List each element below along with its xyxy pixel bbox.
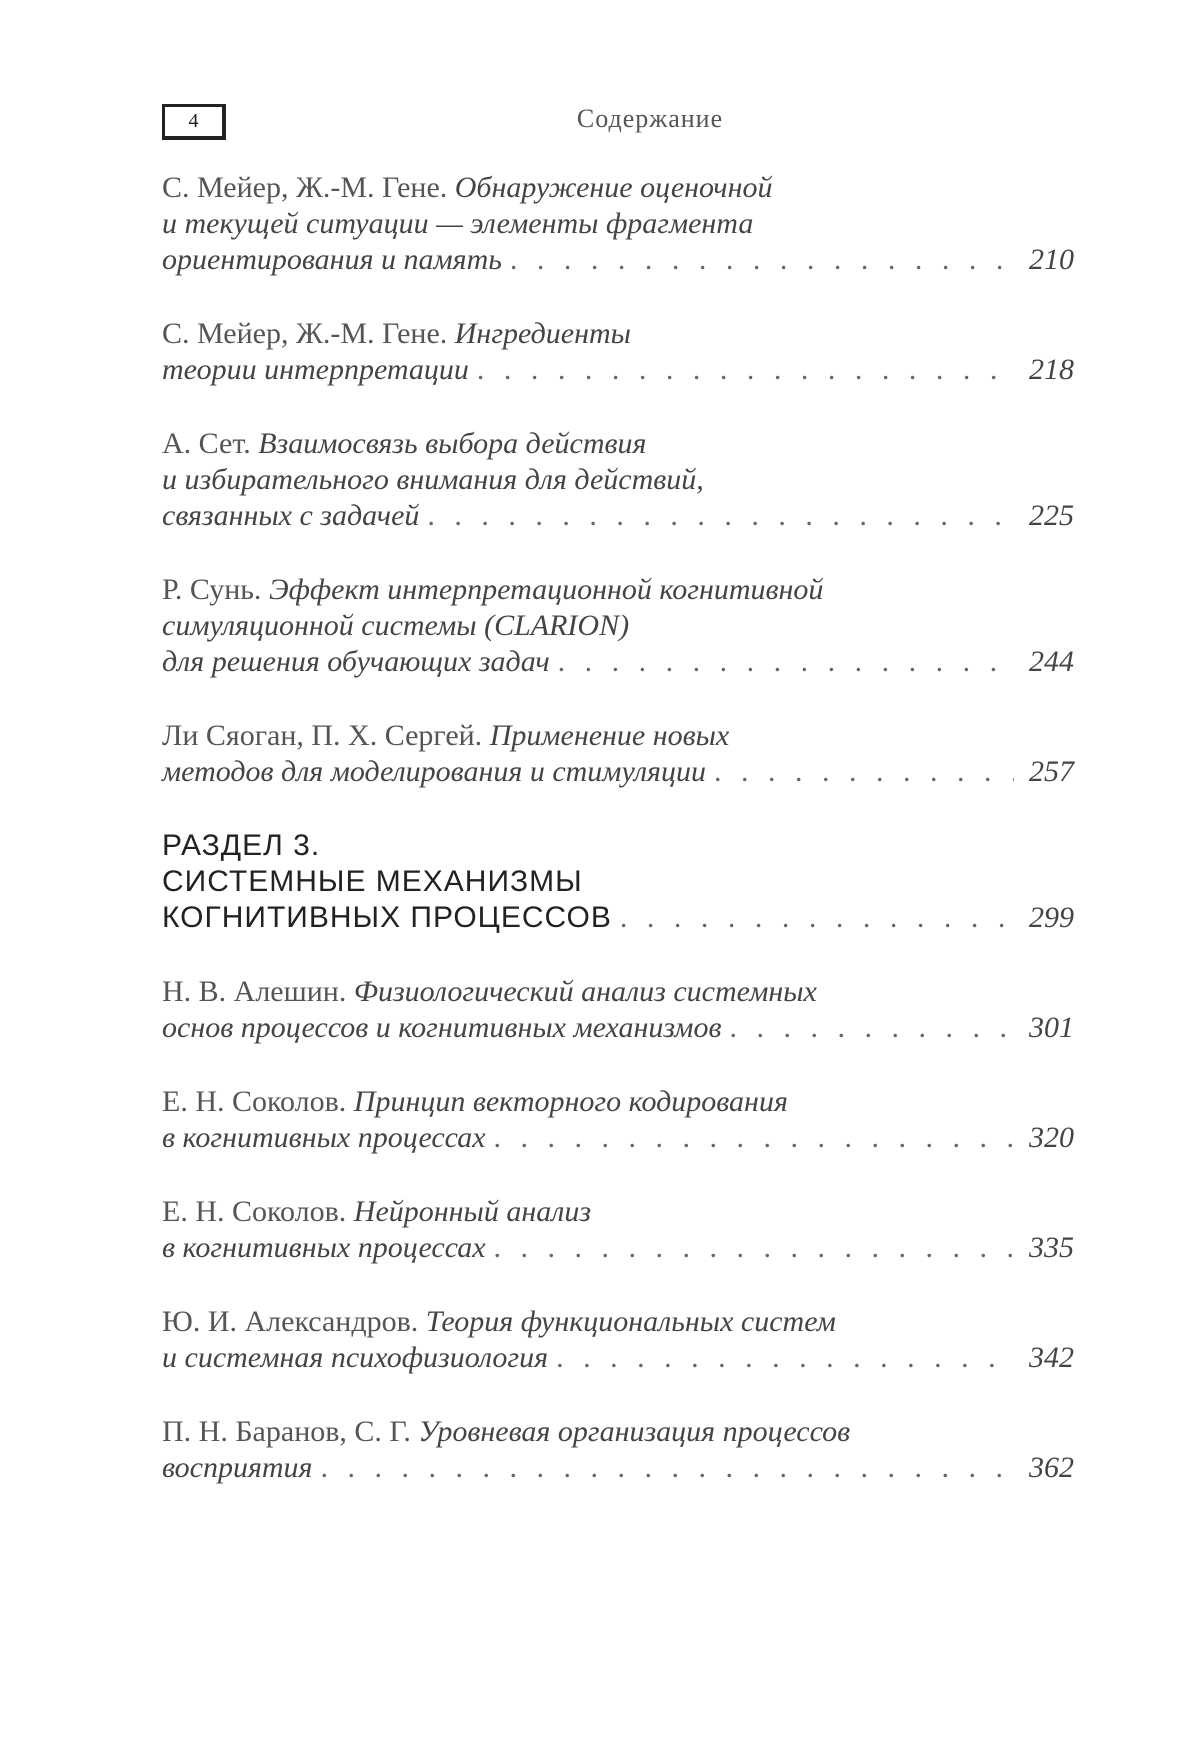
toc-line <box>162 572 1074 608</box>
toc-authors: Р. Сунь. <box>162 573 262 606</box>
toc-entry <box>162 316 1074 388</box>
running-head: Содержание <box>576 104 724 133</box>
toc-title: восприятия <box>162 1451 313 1484</box>
toc-entry <box>162 1304 1074 1376</box>
toc-title: и системная психофизиология <box>162 1341 549 1374</box>
page-number: 4 <box>188 110 199 132</box>
toc-entry <box>162 426 1074 534</box>
toc-title: Применение новых <box>489 719 730 752</box>
toc-title: Ингредиенты <box>454 317 631 350</box>
toc-last-line <box>162 1230 1074 1266</box>
toc-page-number: 210 <box>1029 243 1074 276</box>
toc-line <box>162 718 1074 754</box>
toc-page-number: 244 <box>1029 645 1074 678</box>
leader-dots <box>556 1340 1014 1376</box>
toc-title: связанных с задачей <box>162 499 420 532</box>
toc-entry <box>162 718 1074 790</box>
toc-title: Взаимосвязь выбора действия <box>258 427 647 460</box>
toc-last-line <box>162 1450 1074 1486</box>
toc-page-number: 301 <box>1029 1011 1074 1044</box>
leader-dots <box>620 900 1014 936</box>
toc-title: Нейронный анализ <box>353 1195 592 1228</box>
toc-page-number: 225 <box>1029 499 1074 532</box>
toc-entry <box>162 572 1074 680</box>
toc-title: основ процессов и когнитивных механизмов <box>162 1011 722 1044</box>
toc-page-number: 257 <box>1029 755 1074 788</box>
toc-title: в когнитивных процессах <box>162 1121 486 1154</box>
toc-page-number: 320 <box>1029 1121 1074 1154</box>
toc-page-number: 362 <box>1029 1451 1074 1484</box>
toc-line: и текущей ситуации — элементы фрагмента <box>162 207 754 240</box>
toc-title: Обнаружение оценочной <box>454 171 773 204</box>
toc-page-number: 299 <box>1029 901 1074 934</box>
toc-last-line <box>162 644 1074 680</box>
toc-authors: Н. В. Алешин. <box>162 975 347 1008</box>
leader-dots <box>714 754 1014 790</box>
toc-entry <box>162 1084 1074 1156</box>
toc-section-heading <box>162 828 1074 936</box>
toc-entry <box>162 1414 1074 1486</box>
toc-line <box>162 974 1074 1010</box>
toc-title: Эффект интерпретационной когнитивной <box>268 573 824 606</box>
toc-last-line <box>162 754 1074 790</box>
toc-page-number: 335 <box>1029 1231 1074 1264</box>
toc-authors: Е. Н. Соколов. <box>162 1085 347 1118</box>
toc-title: Уровневая организация процессов <box>418 1415 851 1448</box>
toc-line <box>162 170 1074 206</box>
toc-line <box>162 1414 1074 1450</box>
toc-authors: Ю. И. Александров. <box>162 1305 419 1338</box>
toc-line <box>162 1304 1074 1340</box>
toc-line <box>162 1084 1074 1120</box>
toc-authors: А. Сет. <box>162 427 251 460</box>
toc-title: Физиологический анализ системных <box>353 975 817 1008</box>
toc-page-number: 342 <box>1029 1341 1074 1374</box>
toc-line: симуляционной системы (CLARION) <box>162 609 630 642</box>
toc-entry <box>162 170 1074 278</box>
toc-line: и избирательного внимания для действий, <box>162 463 704 496</box>
leader-dots <box>729 1010 1014 1046</box>
toc-line <box>162 1194 1074 1230</box>
toc-last-line <box>162 900 1074 936</box>
leader-dots <box>494 1230 1014 1266</box>
toc-title: методов для моделирования и стимуляции <box>162 755 706 788</box>
toc-authors: П. Н. Баранов, С. Г. <box>162 1415 411 1448</box>
table-of-contents <box>162 170 1074 1524</box>
toc-title: для решения обучающих задач <box>162 645 550 678</box>
toc-line <box>162 426 1074 462</box>
toc-title: Теория функциональных систем <box>425 1305 836 1338</box>
toc-authors: С. Мейер, Ж.-М. Гене. <box>162 317 448 350</box>
leader-dots <box>510 242 1014 278</box>
toc-last-line <box>162 1010 1074 1046</box>
leader-dots <box>427 498 1014 534</box>
toc-title: Принцип векторного кодирования <box>353 1085 788 1118</box>
toc-authors: Е. Н. Соколов. <box>162 1195 347 1228</box>
section-label: РАЗДЕЛ 3. <box>162 829 321 862</box>
toc-title: теории интерпретации <box>162 353 469 386</box>
toc-title: в когнитивных процессах <box>162 1231 486 1264</box>
section-title-line: КОГНИТИВНЫХ ПРОЦЕССОВ <box>162 901 612 934</box>
section-title-line: СИСТЕМНЫЕ МЕХАНИЗМЫ <box>162 865 583 898</box>
leader-dots <box>558 644 1014 680</box>
toc-line <box>162 316 1074 352</box>
toc-last-line <box>162 352 1074 388</box>
leader-dots <box>321 1450 1015 1486</box>
toc-last-line <box>162 1340 1074 1376</box>
toc-page-number: 218 <box>1029 353 1074 386</box>
toc-last-line <box>162 498 1074 534</box>
toc-last-line <box>162 242 1074 278</box>
toc-authors: Ли Сяоган, П. Х. Сергей. <box>162 719 483 752</box>
toc-entry <box>162 974 1074 1046</box>
leader-dots <box>477 352 1014 388</box>
toc-entry <box>162 1194 1074 1266</box>
toc-authors: С. Мейер, Ж.-М. Гене. <box>162 171 448 204</box>
toc-title: ориентирования и память <box>162 243 502 276</box>
leader-dots <box>494 1120 1014 1156</box>
toc-last-line <box>162 1120 1074 1156</box>
